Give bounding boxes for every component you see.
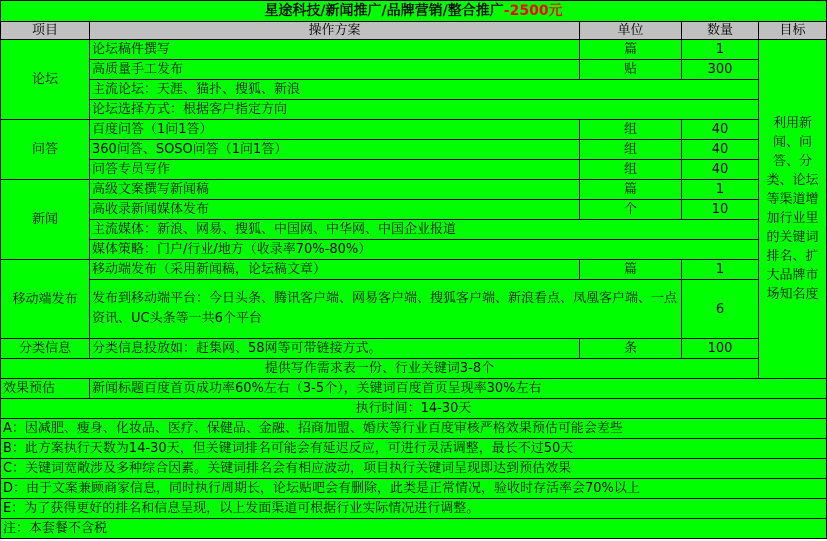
title-price: -2500元 bbox=[503, 2, 563, 19]
title-main: 星途科技/新闻推广/品牌营销/整合推广 bbox=[264, 2, 504, 19]
row-qty: 1 bbox=[682, 260, 759, 280]
row-note: 主流媒体：新浪、网易、搜狐、中国网、中华网、中国企业报道 bbox=[90, 220, 759, 240]
row-unit: 组 bbox=[580, 120, 682, 140]
section-label-forum: 论坛 bbox=[1, 40, 90, 120]
header-plan: 操作方案 bbox=[90, 22, 580, 40]
section-label-news: 新闻 bbox=[1, 180, 90, 260]
note-e: E：为了获得更好的排名和信息呈现，以上发面渠道可根据行业实际情况进行调整。 bbox=[1, 499, 827, 519]
table-row bbox=[1, 80, 827, 100]
row-plan: 百度问答（1问1答） bbox=[90, 120, 580, 140]
table-row bbox=[1, 379, 827, 399]
row-qty: 40 bbox=[682, 160, 759, 180]
row-unit: 组 bbox=[580, 160, 682, 180]
table-row bbox=[1, 479, 827, 499]
row-unit: 组 bbox=[580, 140, 682, 160]
table-row bbox=[1, 40, 827, 60]
note-b: B：此方案执行天数为14-30天，但关键词排名可能会有延迟反应，可进行灵活调整，最长不过50天 bbox=[1, 439, 827, 459]
exec-time: 执行时间：14-30天 bbox=[1, 399, 827, 419]
table-row bbox=[1, 200, 827, 220]
row-plan: 高级文案撰写新闻稿 bbox=[90, 180, 580, 200]
table-row bbox=[1, 160, 827, 180]
row-qty: 10 bbox=[682, 200, 759, 220]
row-qty: 40 bbox=[682, 120, 759, 140]
sheet-title bbox=[1, 1, 827, 22]
header-row bbox=[1, 22, 827, 40]
row-plan: 论坛稿件撰写 bbox=[90, 40, 580, 60]
table-row bbox=[1, 140, 827, 160]
row-plan: 高质量手工发布 bbox=[90, 60, 580, 80]
row-note: 主流论坛：天涯、猫扑、搜狐、新浪 bbox=[90, 80, 759, 100]
table-row bbox=[1, 220, 827, 240]
row-unit: 条 bbox=[580, 339, 682, 359]
table-row bbox=[1, 359, 827, 379]
table-row bbox=[1, 100, 827, 120]
table-row bbox=[1, 459, 827, 479]
note-d: D：由于文案兼顾商家信息，同时执行周期长，论坛贴吧会有删除，此类是正常情况，验收时存活率会70%以上 bbox=[1, 479, 827, 499]
header-goal: 目标 bbox=[759, 22, 827, 40]
table-row bbox=[1, 439, 827, 459]
header-unit: 单位 bbox=[580, 22, 682, 40]
section-label-classify: 分类信息 bbox=[1, 339, 90, 359]
provide-note: 提供写作需求表一份、行业关键词3-8个 bbox=[1, 359, 759, 379]
row-qty: 1 bbox=[682, 180, 759, 200]
effect-label: 效果预估 bbox=[1, 379, 90, 399]
row-plan-wrapped: 发布到移动端平台：今日头条、腾讯客户端、网易客户端、搜狐客户端、新浪看点、凤凰客户端、一点资讯、UC头条等一共6个平台 bbox=[90, 280, 682, 339]
row-plan: 高收录新闻媒体发布 bbox=[90, 200, 580, 220]
table-row bbox=[1, 260, 827, 280]
table-row bbox=[1, 120, 827, 140]
row-plan: 移动端发布（采用新闻稿，论坛稿文章） bbox=[90, 260, 580, 280]
row-qty: 40 bbox=[682, 140, 759, 160]
table-row bbox=[1, 519, 827, 539]
note-c: C：关键词宽敞涉及多种综合因素。关键词排名会有相应波动，项目执行关键词呈现即达到预估效果 bbox=[1, 459, 827, 479]
row-plan: 分类信息投放如：赶集网、58网等可带链接方式。 bbox=[90, 339, 580, 359]
effect-text: 新闻标题百度首页成功率60%左右（3-5个），关键词百度首页呈现率30%左右 bbox=[90, 379, 827, 399]
section-label-mobile: 移动端发布 bbox=[1, 260, 90, 339]
header-item: 项目 bbox=[1, 22, 90, 40]
row-plan: 问答专员写作 bbox=[90, 160, 580, 180]
footer-note: 注：本套餐不含税 bbox=[1, 519, 827, 539]
row-qty: 1 bbox=[682, 40, 759, 60]
table-row bbox=[1, 419, 827, 439]
row-note: 媒体策略：门户/行业/地方（收录率70%-80%） bbox=[90, 240, 759, 260]
table-row bbox=[1, 240, 827, 260]
row-qty: 100 bbox=[682, 339, 759, 359]
row-note: 论坛选择方式：根据客户指定方向 bbox=[90, 100, 759, 120]
row-qty: 6 bbox=[682, 280, 759, 339]
row-unit: 篇 bbox=[580, 180, 682, 200]
row-plan: 360问答、SOSO问答（1问1答） bbox=[90, 140, 580, 160]
table-row bbox=[1, 280, 827, 339]
row-qty: 300 bbox=[682, 60, 759, 80]
header-qty: 数量 bbox=[682, 22, 759, 40]
table-row bbox=[1, 399, 827, 419]
table-row bbox=[1, 180, 827, 200]
row-unit: 个 bbox=[580, 200, 682, 220]
table-row bbox=[1, 60, 827, 80]
row-unit: 篇 bbox=[580, 40, 682, 60]
goal-text: 利用新闻、问答、分类、论坛等渠道增加行业里的关键词排名、扩大品牌市场知名度 bbox=[759, 40, 827, 379]
row-unit: 篇 bbox=[580, 260, 682, 280]
table-row bbox=[1, 499, 827, 519]
row-unit: 贴 bbox=[580, 60, 682, 80]
note-a: A：因减肥、瘦身、化妆品、医疗、保健品、金融、招商加盟、婚庆等行业百度审核严格效果预估可能会差些 bbox=[1, 419, 827, 439]
table-row bbox=[1, 339, 827, 359]
section-label-qa: 问答 bbox=[1, 120, 90, 180]
